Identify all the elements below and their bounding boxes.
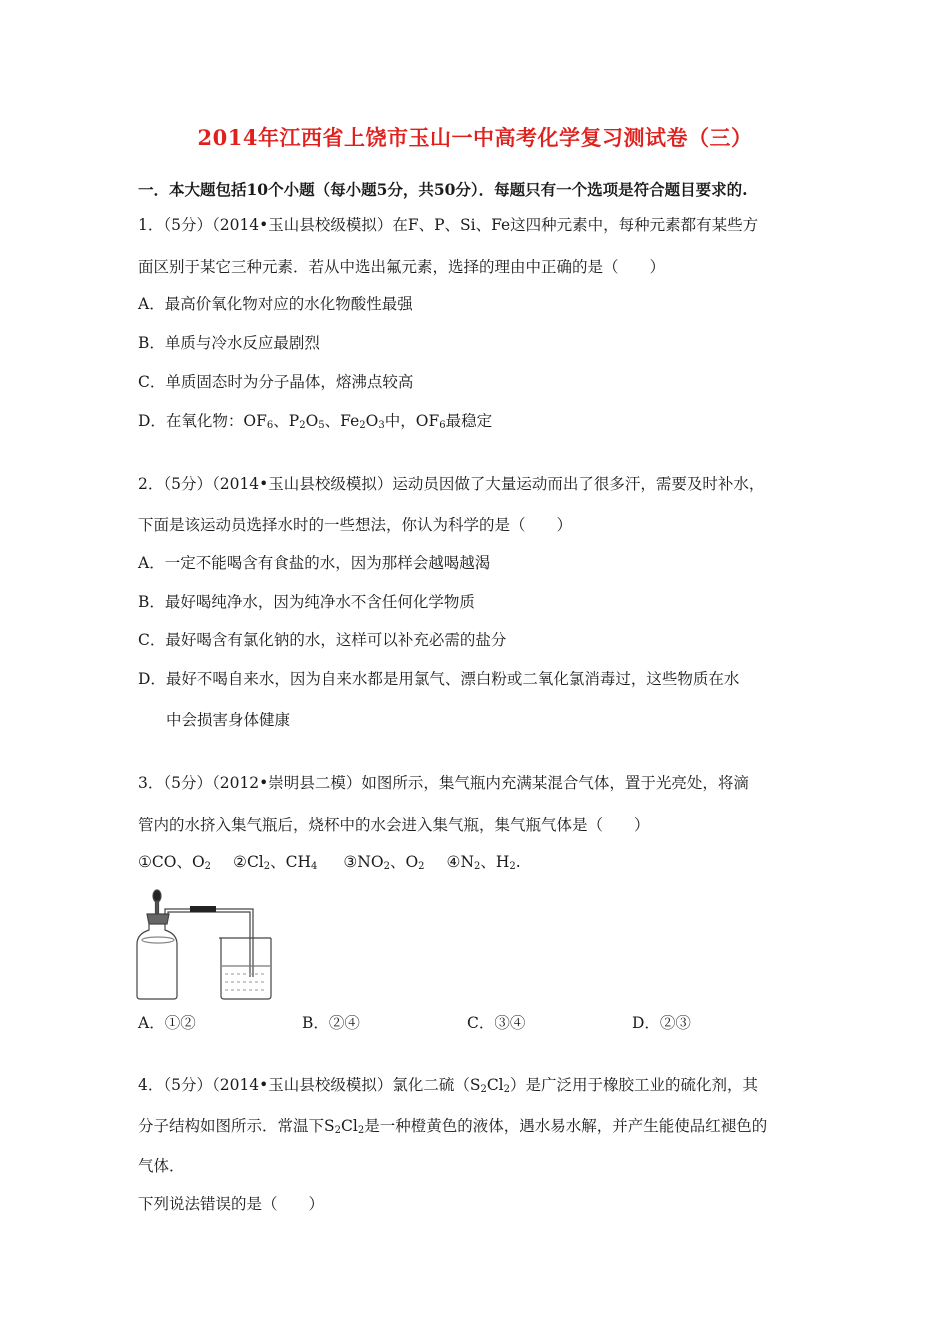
q3-gas-3	[343, 853, 424, 871]
q1-d-text: 、Fe	[324, 412, 360, 430]
q1-option-a: A．最高价氧化物对应的水化物酸性最强	[138, 295, 413, 313]
q3-gas-choices	[138, 850, 521, 872]
dropper-bulb	[153, 890, 161, 902]
q1-option-d	[138, 409, 492, 431]
q1-d-text: D．在氧化物：OF	[138, 412, 267, 430]
section-header: 一．本大题包括10个小题（每小题5分，共50分）．每题只有一个选项是符合题目要求的.	[138, 180, 748, 199]
q3-gas-text: 、H	[480, 853, 510, 871]
q2-stem-line1: 2．（5分）（2014•玉山县校级模拟）运动员因做了大量运动而出了很多汗，需要及时补水，	[138, 475, 765, 493]
q3-option-c: C．③④	[467, 1014, 526, 1032]
stopper	[147, 914, 169, 924]
q3-gas-sub: 2	[263, 861, 271, 872]
q3-gas-sub: 2	[509, 861, 516, 872]
q3-gas-text: 、CH	[270, 853, 312, 871]
q4-sub: 2	[480, 1084, 487, 1095]
q3-gas-sub: 4	[311, 861, 318, 872]
q1-d-sub: 6	[439, 420, 446, 431]
q1-d-sub: 5	[318, 420, 325, 431]
q3-option-a: A．①②	[138, 1014, 196, 1032]
q1-d-sub: 3	[378, 420, 385, 431]
q3-gas-2	[233, 853, 317, 871]
q1-option-c: C．单质固态时为分子晶体，熔沸点较高	[138, 373, 414, 391]
q3-gas-sub: 2	[418, 861, 425, 872]
q1-d-sub: 6	[266, 420, 274, 431]
q3-gas-text: 、O	[389, 853, 419, 871]
q3-gas-text: .	[515, 853, 521, 871]
q1-d-text: 最稳定	[445, 412, 493, 430]
dropper-tube	[156, 901, 159, 915]
water-hatching	[225, 974, 267, 990]
q4-sub: 2	[357, 1125, 365, 1136]
q3-stem-line1: 3．（5分）（2012•崇明县二模）如图所示，集气瓶内充满某混合气体，置于光亮处，将滴	[138, 774, 749, 792]
q3-option-d: D．②③	[632, 1014, 691, 1032]
q1-d-sub: 2	[359, 420, 366, 431]
q3-gas-4	[447, 853, 521, 871]
bottle-shoulder	[142, 937, 174, 943]
q4-text: ）是广泛用于橡胶工业的硫化剂，其	[510, 1076, 759, 1094]
q3-gas-sub: 2	[474, 861, 481, 872]
q2-option-b: B．最好喝纯净水，因为纯净水不含任何化学物质	[138, 593, 475, 611]
connecting-tube	[165, 909, 253, 977]
q4-text: Cl	[486, 1076, 504, 1094]
q4-stem-line3: 气体．	[138, 1157, 185, 1175]
q1-d-text: 、P	[273, 412, 300, 430]
q3-option-b: B．②④	[302, 1014, 360, 1032]
q2-stem-line2: 下面是该运动员选择水时的一些想法，你认为科学的是（ ）	[138, 516, 573, 534]
q1-d-text: 中，OF	[384, 412, 440, 430]
q2-option-a: A．一定不能喝含有食盐的水，因为那样会越喝越渴	[138, 554, 491, 572]
q1-d-sub: 2	[299, 420, 306, 431]
q4-stem-line1	[138, 1073, 758, 1095]
q1-option-b: B．单质与冷水反应最剧烈	[138, 334, 320, 352]
q3-stem-line2: 管内的水挤入集气瓶后，烧杯中的水会进入集气瓶，集气瓶气体是（ ）	[138, 816, 650, 834]
q4-text: 分子结构如图所示．常温下S	[138, 1117, 335, 1135]
q2-option-d-line2: 中会损害身体健康	[166, 711, 291, 729]
q4-sub: 2	[334, 1125, 341, 1136]
q2-option-c: C．最好喝含有氯化钠的水，这样可以补充必需的盐分	[138, 631, 507, 649]
q3-gas-sub: 2	[383, 861, 390, 872]
q4-sub: 2	[503, 1084, 511, 1095]
q3-gas-sub: 2	[204, 861, 212, 872]
gas-bottle	[137, 924, 177, 999]
q1-d-text: O	[305, 412, 319, 430]
q4-stem-line4: 下列说法错误的是（ ）	[138, 1195, 325, 1213]
q3-gas-text: ②Cl	[233, 853, 264, 871]
q2-option-d-line1: D．最好不喝自来水，因为自来水都是用氯气、漂白粉或二氧化氯消毒过，这些物质在水	[138, 670, 740, 688]
q4-stem-line2	[138, 1114, 767, 1136]
q1-stem-line2: 面区别于某它三种元素．若从中选出氟元素，选择的理由中正确的是（ ）	[138, 258, 666, 276]
q4-text: 4．（5分）（2014•玉山县校级模拟）氯化二硫（S	[138, 1076, 481, 1094]
q1-stem-line1: 1．（5分）（2014•玉山县校级模拟）在F、P、Si、Fe这四种元素中，每种元素都有某些方	[138, 216, 759, 234]
q3-gas-1	[138, 853, 211, 871]
connecting-tube-inner	[168, 912, 250, 977]
q3-gas-text: ④N	[446, 853, 475, 871]
q1-d-text: O	[365, 412, 379, 430]
q3-gas-text: ③NO	[343, 853, 384, 871]
q4-text: Cl	[341, 1117, 358, 1135]
q3-gas-text: ①CO、O	[138, 853, 205, 871]
rubber-tube-clamp	[190, 906, 216, 912]
page-title: 2014年江西省上饶市玉山一中高考化学复习测试卷（三）	[197, 125, 753, 150]
q4-text: 是一种橙黄色的液体，遇水易水解，并产生能使品红褪色的	[364, 1117, 768, 1135]
gas-bottle-apparatus-figure	[135, 888, 285, 1003]
